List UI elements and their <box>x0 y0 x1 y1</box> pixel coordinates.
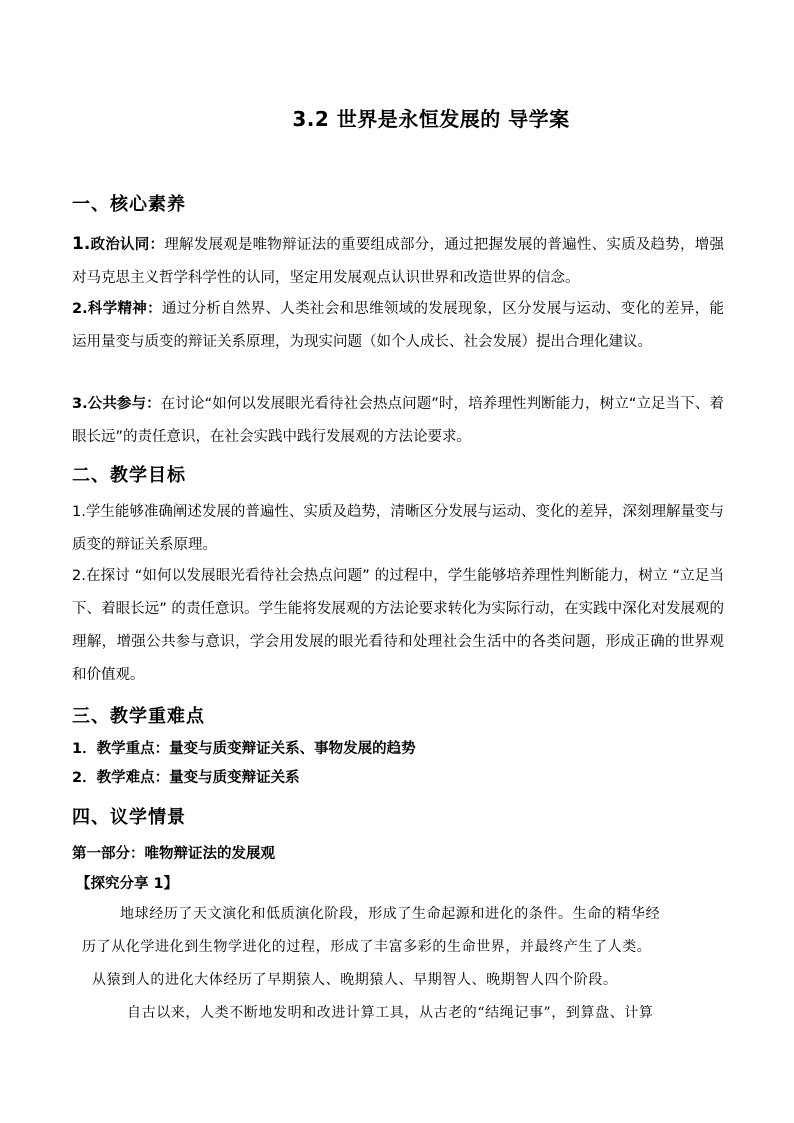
item-label: 政治认同： <box>90 237 165 253</box>
item-label: 2.科学精神： <box>72 301 162 317</box>
story-line: 从猿到人的进化大体经历了早期猿人、晚期猿人、早期智人、晚期智人四个阶段。 <box>92 972 618 988</box>
explore-share-label: 【探究分享 1】 <box>76 876 179 892</box>
part-one-title: 第一部分：唯物辩证法的发展观 <box>72 846 275 862</box>
paragraph-political-identity <box>72 228 724 295</box>
story-passage <box>72 898 724 1030</box>
story-line: 地球经历了天文演化和低质演化阶段，形成了生命起源和进化的条件。生命的精华经 <box>120 906 661 922</box>
page-title: 3.2 世界是永恒发展的 导学案 <box>292 107 570 131</box>
paragraph-goal-1: 1.学生能够准确阐述发展的普遍性、实质及趋势，清晰区分发展与运动、变化的差异，深刻理解量变与质变的辩证关系原理。 <box>72 504 724 553</box>
paragraph-goal-2: 2.在探讨 “如何以发展眼光看待社会热点问题” 的过程中，学生能够培养理性判断能力，树立 “立足当下、着眼长远” 的责任意识。学生能将发展观的方法论要求转化为实际行动，在实践中深化对发展观的理解，增强公共参与意识，学会用发展的眼光看待和处理社会生活中的各类问题，形成正确的世界观和价值观。 <box>72 568 724 683</box>
paragraph-scientific-spirit <box>72 293 724 359</box>
paragraph-public-participation <box>72 388 724 454</box>
difficulty-line: 2．教学难点：量变与质变辩证关系 <box>72 770 300 786</box>
item-text: 通过分析自然界、人类社会和思维领域的发展现象，区分发展与运动、变化的差异，能运用量变与质变的辩证关系原理，为现实问题（如个人成长、社会发展）提出合理化建议。 <box>72 301 724 350</box>
story-line: 自古以来，人类不断地发明和改进计算工具，从古老的“结绳记事”，到算盘、计算 <box>127 1005 654 1021</box>
section-heading-key-difficulties: 三、教学重难点 <box>72 706 205 727</box>
section-heading-scenario: 四、议学情景 <box>72 807 186 828</box>
section-heading-teaching-goals: 二、教学目标 <box>72 465 186 486</box>
item-text: 在讨论“如何以发展眼光看待社会热点问题”时，培养理性判断能力，树立“立足当下、着眼长远”的责任意识，在社会实践中践行发展观的方法论要求。 <box>72 396 724 445</box>
item-text: 理解发展观是唯物辩证法的重要组成部分，通过把握发展的普遍性、实质及趋势，增强对马克思主义哲学科学性的认同，坚定用发展观点认识世界和改造世界的信念。 <box>72 237 725 286</box>
item-label: 3.公共参与： <box>72 396 161 412</box>
story-line: 历了从化学进化到生物学进化的过程，形成了丰富多彩的生命世界，并最终产生了人类。 <box>82 939 652 955</box>
item-number: 1. <box>72 234 91 254</box>
key-point-line: 1．教学重点：量变与质变辩证关系、事物发展的趋势 <box>72 741 416 757</box>
section-heading-core-literacy: 一、核心素养 <box>72 194 186 215</box>
